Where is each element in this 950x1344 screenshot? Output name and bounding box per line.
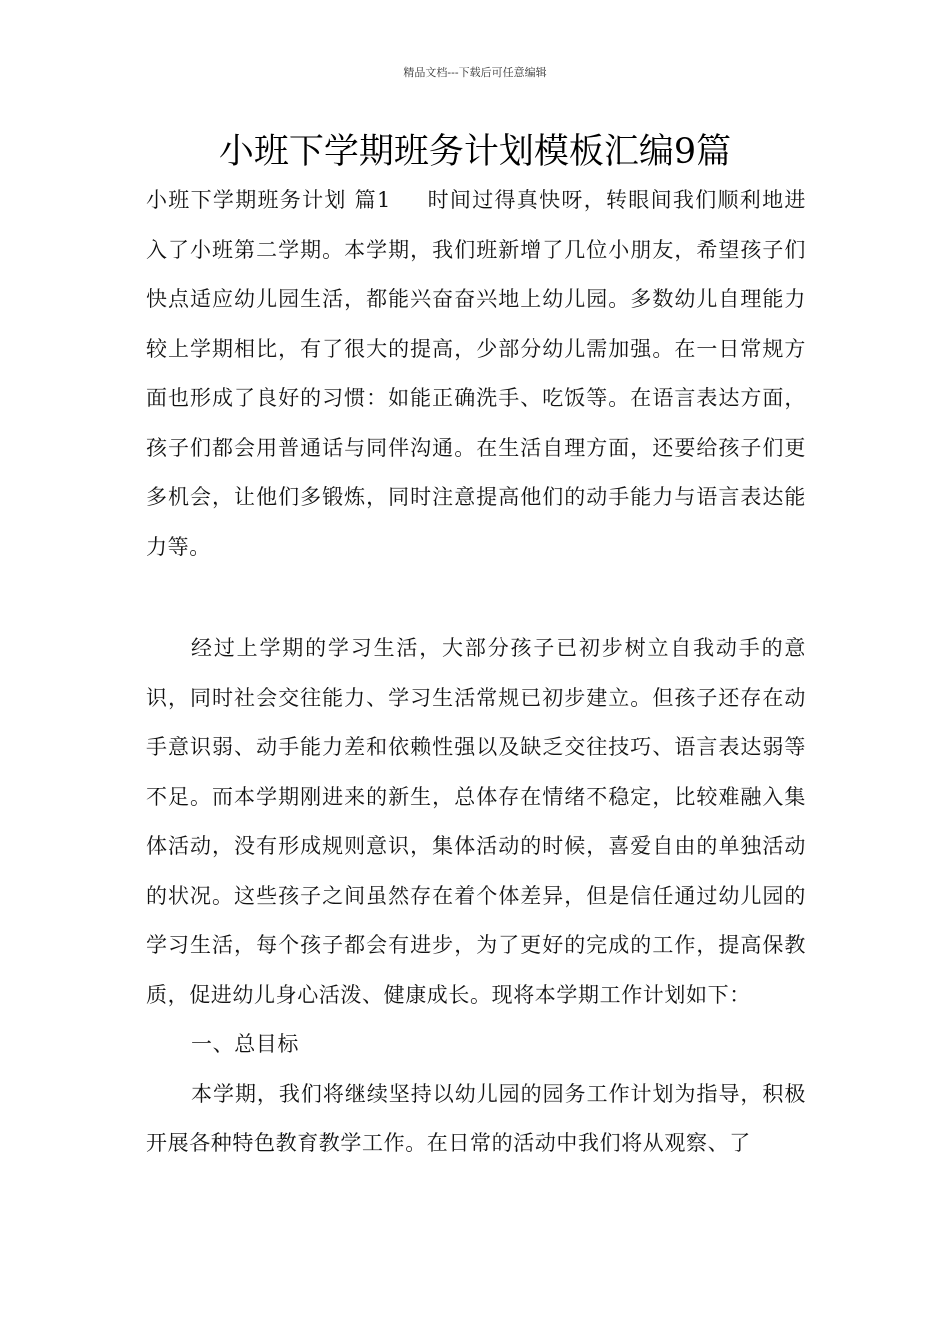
document-title: 小班下学期班务计划模板汇编9篇 (218, 132, 732, 172)
intro-paragraph (146, 176, 806, 572)
section-label: 小班下学期班务计划 篇1 (146, 188, 391, 212)
paragraph-3: 本学期，我们将继续坚持以幼儿园的园务工作计划为指导，积极开展各种特色教育教学工作。在日常的活动中我们将从观察、了 (146, 1081, 806, 1155)
body-section (146, 624, 806, 1169)
paragraph-1-text: 时间过得真快呀，转眼间我们顺利地进入了小班第二学期。本学期，我们班新增了几位小朋友，希望孩子们快点适应幼儿园生活，都能兴奋奋兴地上幼儿园。多数幼儿自理能力较上学期相比，有了很大的提高，少部分幼儿需加强。在一日常规方面也形成了良好的习惯：如能正确洗手、吃饭等。在语言表达方面，孩子们都会用普通话与同伴沟通。在生活自理方面，还要给孩子们更多机会，让他们多锻炼，同时注意提高他们的动手能力与语言表达能力等。 (146, 188, 806, 559)
page-header-note: 精品文档---下载后可任意编辑 (403, 66, 547, 79)
section-heading-1: 一、总目标 (191, 1032, 299, 1056)
paragraph-2: 经过上学期的学习生活，大部分孩子已初步树立自我动手的意识，同时社会交往能力、学习生活常规已初步建立。但孩子还存在动手意识弱、动手能力差和依赖性强以及缺乏交往技巧、语言表达弱等不足。而本学期刚进来的新生，总体存在情绪不稳定，比较难融入集体活动，没有形成规则意识，集体活动的时候，喜爱自由的单独活动的状况。这些孩子之间虽然存在着个体差异，但是信任通过幼儿园的学习生活，每个孩子都会有进步，为了更好的完成的工作，提高保教质，促进幼儿身心活泼、健康成长。现将本学期工作计划如下： (146, 636, 806, 1007)
